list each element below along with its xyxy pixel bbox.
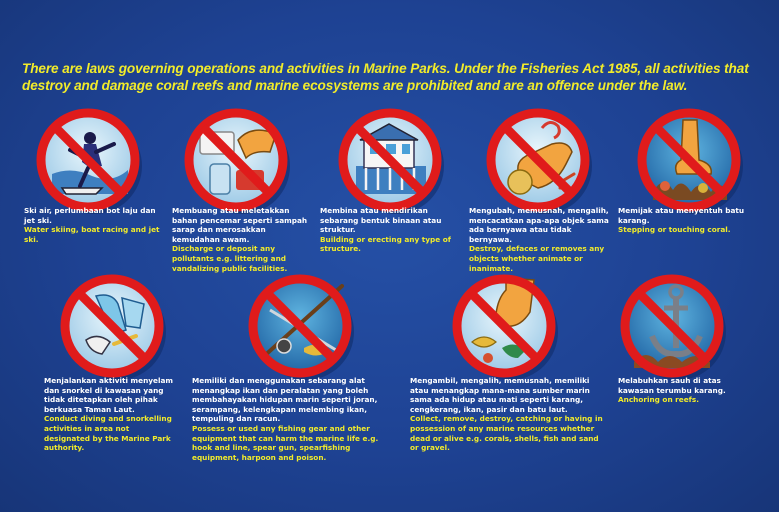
caption-snorkel [44, 376, 176, 453]
caption-english: Collect, remove, destroy, catching or having in possession of any marine resources whether dead or alive e.g. corals, shells, fish and sand or gravel. [410, 414, 603, 453]
caption-english: Stepping or touching coral. [618, 225, 731, 235]
caption-hand-collect [410, 376, 605, 453]
anchor-sign [616, 270, 728, 382]
caption-jet-ski [24, 206, 164, 244]
caption-english: Possess or used any fishing gear and other equipment that can harm the marine life e.g. hook and line, spear gun, spearfishing equipment, harpoon and poison. [192, 423, 379, 462]
caption-hand-deface [469, 206, 609, 273]
caption-malay: Membina atau mendirikan sebarang bentuk binaan atau struktur. [320, 206, 442, 235]
caption-english: Water skiing, boat racing and jet ski. [24, 225, 160, 244]
caption-malay: Melabuhkan sauh di atas kawasan terumbu karang. [618, 376, 726, 395]
poster-headline: There are laws governing operations and activities in Marine Parks. Under the Fisheries Act 1985, all activities that destroy and damage coral reefs and marine ecosystems are prohibited and are an offence under the law. [22, 61, 749, 93]
foot-coral-icon [633, 104, 745, 216]
caption-english: Conduct diving and snorkelling activities in area not designated by the Marine Park authority. [44, 414, 172, 453]
building-icon [334, 104, 446, 216]
caption-foot-coral [618, 206, 758, 235]
litter-icon [180, 104, 292, 216]
caption-fishing-gear [192, 376, 392, 462]
snorkel-sign [56, 270, 168, 382]
snorkel-icon [56, 270, 168, 382]
caption-anchor [618, 376, 758, 405]
caption-malay: Membuang atau meletakkan bahan pencemar seperti sampah sarap dan merosakkan kemudahan awam. [172, 206, 308, 244]
caption-malay: Menjalankan aktiviti menyelam dan snorkel di kawasan yang tidak ditetapkan oleh pihak berkuasa Taman Laut. [44, 376, 173, 414]
caption-english: Destroy, defaces or removes any objects whether animate or inanimate. [469, 244, 605, 273]
fishing-gear-sign [244, 270, 356, 382]
caption-malay: Memiliki dan menggunakan sebarang alat menangkap ikan dan peralatan yang boleh membahayakan hidupan marin seperti joran, serampang, kelengkapan melembing ikan, tempuling dan racun. [192, 376, 378, 424]
caption-english: Anchoring on reefs. [618, 395, 699, 405]
building-sign [334, 104, 446, 216]
caption-malay: Mengubah, memusnah, mengalih, mencacatkan apa-apa objek sama ada bernyawa atau tidak bernyawa. [469, 206, 609, 244]
caption-building [320, 206, 460, 254]
caption-english: Discharge or deposit any pollutants e.g. littering and vandalizing public facilities. [172, 244, 288, 273]
hand-deface-sign [482, 104, 594, 216]
caption-malay: Memijak atau menyentuh batu karang. [618, 206, 745, 225]
foot-coral-sign [633, 104, 745, 216]
fishing-gear-icon [244, 270, 356, 382]
jet-ski-icon [32, 104, 144, 216]
hand-collect-icon [448, 270, 560, 382]
caption-malay: Ski air, perlumbaan bot laju dan jet ski. [24, 206, 156, 225]
anchor-icon [616, 270, 728, 382]
jet-ski-sign [32, 104, 144, 216]
litter-sign [180, 104, 292, 216]
caption-litter [172, 206, 312, 273]
caption-english: Building or erecting any type of structure. [320, 234, 451, 254]
hand-collect-sign [448, 270, 560, 382]
caption-malay: Mengambil, mengalih, memusnah, memiliki atau menangkap mana-mana sumber marin sama ada hidup atau mati seperti karang, cengkerang, ikan, pasir dan batu laut. [410, 376, 590, 414]
hand-deface-icon [482, 104, 594, 216]
